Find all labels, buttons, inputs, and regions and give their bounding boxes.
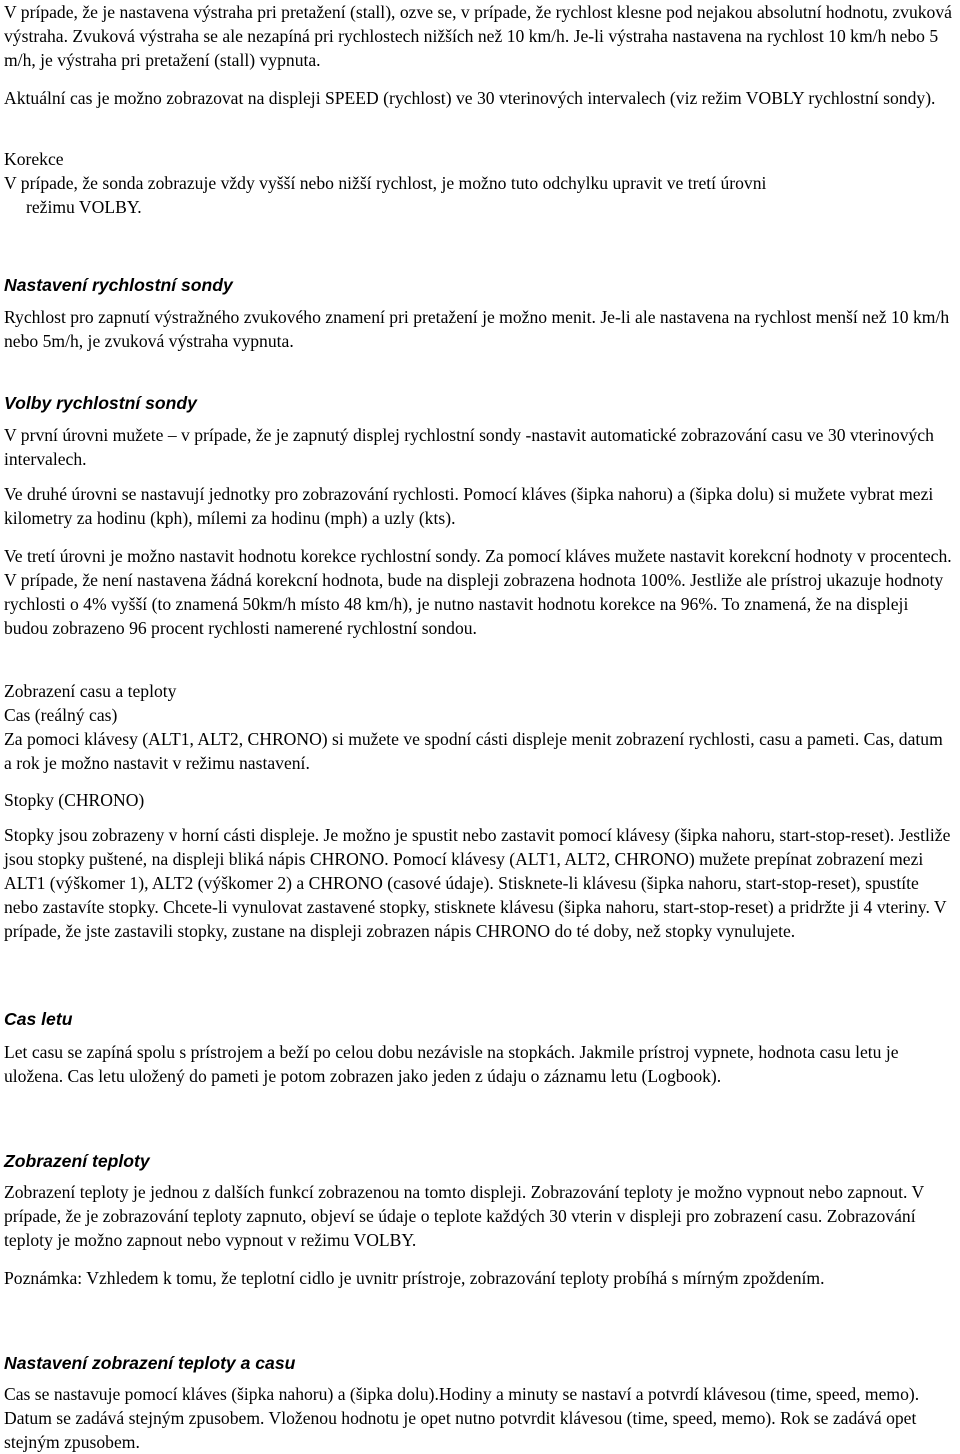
paragraph-third-level: Ve tretí úrovni je možno nastavit hodnotu korekce rychlostní sondy. Za pomocí kláves mužete nastavit korekcní hodnoty v procentech. V prípade, že není nastavena žádná korekcní hodnota, bude na displeji zobrazena hodnota 100%. Jestliže ale prístroj ukazuje hodnoty rychlosti o 4% vyšší (to znamená 50km/h místo 48 km/h), je nutno nastavit hodnotu korekce na 96%. To znamená, že na displeji budou zobrazeno 96 procent rychlosti namerené rychlostní sondou.	[4, 546, 952, 638]
heading-temperature-time-settings: Nastavení zobrazení teploty a casu	[4, 1353, 296, 1373]
paragraph-second-level: Ve druhé úrovni se nastavují jednotky pro zobrazování rychlosti. Pomocí kláves (šipka nahoru) a (šipka dolu) si mužete vybrat mezi kilometry za hodinu (kph), mílemi za hodinu (mph) a uzly (kts).	[4, 484, 934, 528]
paragraph-temperature-time-settings: Cas se nastavuje pomocí kláves (šipka nahoru) a (šipka dolu).Hodiny a minuty se nastaví a potvrdí klávesou (time, speed, memo). Datum se zadává stejným zpusobem. Vloženou hodnotu je opet nutno potvrdit klávesou (time, speed, memo). Rok se zadává opet stejným zpusobem.	[4, 1384, 920, 1452]
label-correction: Korekce	[4, 149, 64, 169]
heading-temperature-display: Zobrazení teploty	[4, 1151, 150, 1171]
label-time-temperature: Zobrazení casu a teploty	[4, 681, 177, 701]
paragraph-correction-cont: režimu VOLBY.	[26, 197, 142, 217]
paragraph-real-time: Za pomoci klávesy (ALT1, ALT2, CHRONO) si mužete ve spodní cásti displeje menit zobrazení rychlosti, casu a pameti. Cas, datum a rok je možno nastavit v režimu nastavení.	[4, 729, 943, 773]
heading-speed-probe-settings: Nastavení rychlostní sondy	[4, 275, 233, 295]
paragraph-flight-time: Let casu se zapíná spolu s prístrojem a beží po celou dobu nezávisle na stopkách. Jakmile prístroj vypnete, hodnota casu letu je uložena. Cas letu uložený do pameti je potom zobrazen jako jeden z údaju o záznamu letu (Logbook).	[4, 1042, 899, 1086]
paragraph-speed-probe-settings: Rychlost pro zapnutí výstražného zvukového znamení pri pretažení je možno menit. Je-li ale nastavena na rychlost menší než 10 km/h nebo 5m/h, je zvuková výstraha vypnuta.	[4, 307, 950, 351]
paragraph-stall-warning: V prípade, že je nastavena výstraha pri pretažení (stall), ozve se, v prípade, že rychlost klesne pod nejakou absolutní hodnotu, zvuková výstraha. Zvuková výstraha se ale nezapíná pri rychlostech nižších než 10 km/h. Je-li výstraha nastavena na rychlost 10 km/h nebo 5 m/h, je výstraha pri pretažení (stall) vypnuta.	[4, 2, 952, 70]
paragraph-stopwatch: Stopky jsou zobrazeny v horní cásti displeje. Je možno je spustit nebo zastavit pomocí klávesy (šipka nahoru, start-stop-reset). Jestliže jsou stopky puštené, na displeji bliká nápis CHRONO. Pomocí klávesy (ALT1, ALT2, CHRONO) mužete prepínat zobrazení mezi ALT1 (výškomer 1), ALT2 (výškomer 2) a CHRONO (casové údaje). Stisknete-li klávesu (šipka nahoru, start-stop-reset), spustíte nebo zastavíte stopky. Chcete-li vynulovat zastavené stopky, stisknete klávesu (šipka nahoru, start-stop-reset) a pridržte ji 4 vteriny. V prípade, že jste zastavili stopky, zustane na displeji zobrazen nápis CHRONO do té doby, než stopky vynulujete.	[4, 825, 951, 941]
label-stopwatch: Stopky (CHRONO)	[4, 790, 145, 810]
paragraph-correction: V prípade, že sonda zobrazuje vždy vyšší nebo nižší rychlost, je možno tuto odchylku upravit ve tretí úrovni	[4, 173, 767, 193]
heading-flight-time: Cas letu	[4, 1009, 73, 1029]
label-real-time: Cas (reálný cas)	[4, 705, 118, 725]
paragraph-temperature-note: Poznámka: Vzhledem k tomu, že teplotní cidlo je uvnitr prístroje, zobrazování teploty probíhá s mírným zpoždením.	[4, 1268, 825, 1288]
heading-speed-probe-options: Volby rychlostní sondy	[4, 393, 197, 413]
paragraph-current-time-display: Aktuální cas je možno zobrazovat na displeji SPEED (rychlost) ve 30 vterinových intervalech (viz režim VOBLY rychlostní sondy).	[4, 88, 936, 108]
paragraph-temperature-display: Zobrazení teploty je jednou z dalších funkcí zobrazenou na tomto displeji. Zobrazování teploty je možno vypnout nebo zapnout. V prípade, že je zobrazování teploty zapnuto, objeví se údaje o teplote každých 30 vterin v displeji pro zobrazení casu. Zobrazování teploty je možno zapnout nebo vypnout v režimu VOLBY.	[4, 1182, 924, 1250]
paragraph-first-level: V první úrovni mužete – v prípade, že je zapnutý displej rychlostní sondy -nastavit automatické zobrazování casu ve 30 vterinových intervalech.	[4, 425, 934, 469]
